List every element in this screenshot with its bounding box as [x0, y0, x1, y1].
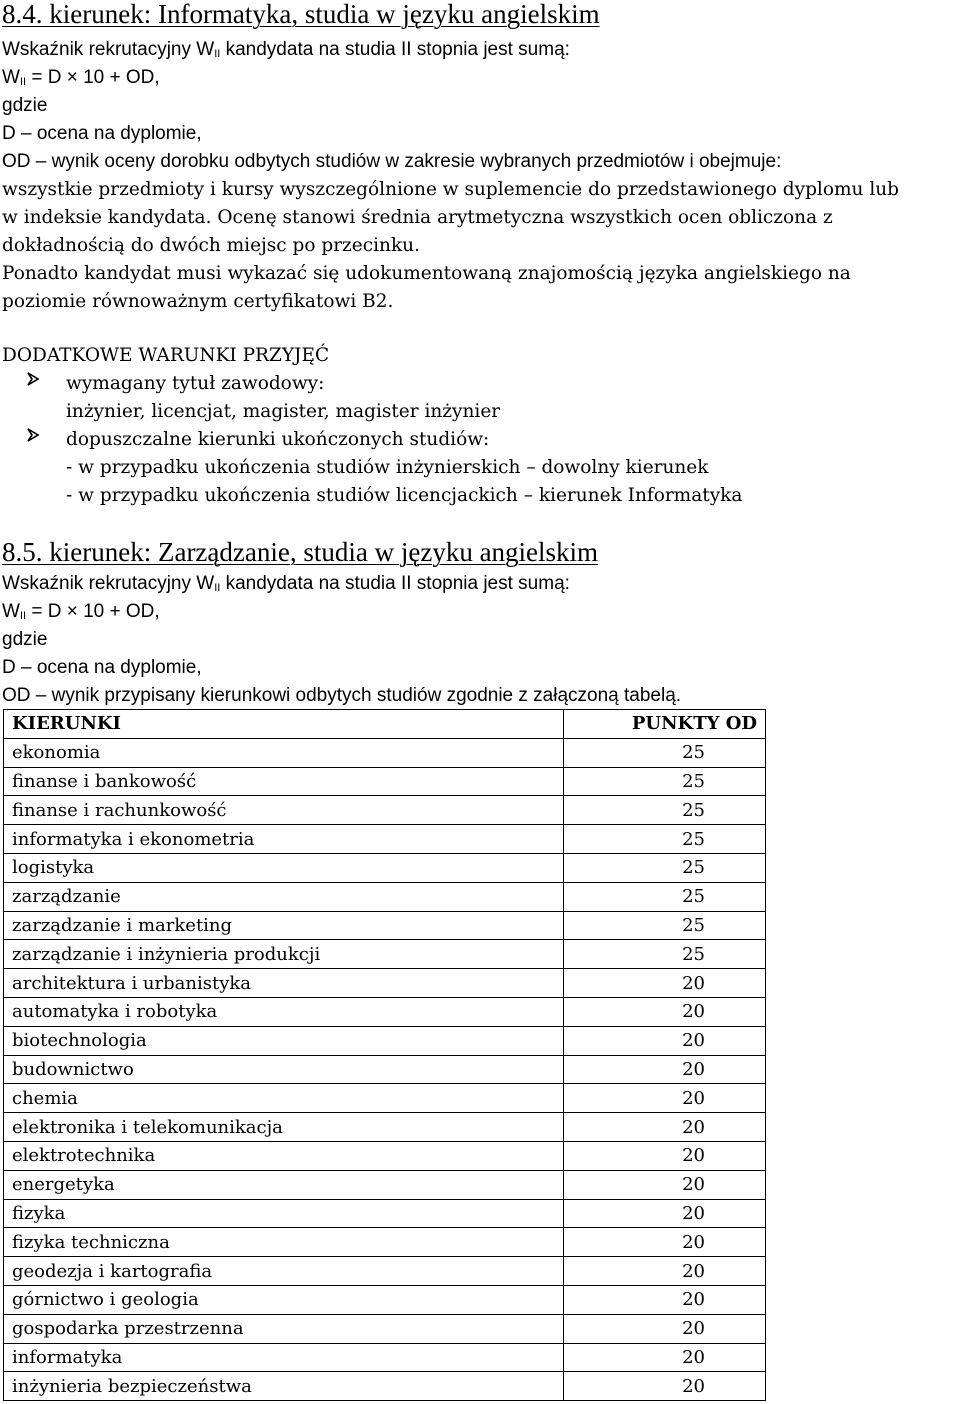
field-name-cell: energetyka [4, 1170, 564, 1199]
field-name-cell: gospodarka przestrzenna [4, 1314, 564, 1343]
field-name-cell: elektrotechnika [4, 1141, 564, 1170]
table-row [4, 1343, 766, 1372]
points-cell: 25 [564, 911, 766, 940]
field-name-cell: górnictwo i geologia [4, 1285, 564, 1314]
points-cell: 25 [564, 825, 766, 854]
allowed-field-engineering: - w przypadku ukończenia studiów inżynierskich – dowolny kierunek [66, 457, 709, 478]
od-definition: OD – wynik przypisany kierunkowi odbytych studiów zgodnie z załączoną tabelą. [2, 685, 682, 706]
arrow-bullet-icon [2, 371, 64, 392]
table-row [4, 1084, 766, 1113]
table-row [4, 1228, 766, 1257]
field-name-cell: zarządzanie i marketing [4, 911, 564, 940]
intro-text: Wskaźnik rekrutacyjny W [2, 573, 215, 594]
table-row [4, 1113, 766, 1142]
formula-rest: = D × 10 + OD, [26, 67, 160, 88]
bullet-required-title: wymagany tytuł zawodowy: [66, 373, 325, 394]
table-row [4, 1372, 766, 1401]
points-cell: 25 [564, 738, 766, 767]
field-name-cell: elektronika i telekomunikacja [4, 1113, 564, 1142]
additional-conditions-title: DODATKOWE WARUNKI PRZYJĘĆ [2, 345, 330, 366]
points-cell: 20 [564, 997, 766, 1026]
field-name-cell: finanse i rachunkowość [4, 796, 564, 825]
formula-subscript: II [19, 610, 27, 622]
formula-w: W [2, 601, 20, 622]
english-requirement-line-1: Ponadto kandydat musi wykazać się udokumentowaną znajomością języka angielskiego na [2, 263, 851, 284]
points-cell: 25 [564, 853, 766, 882]
field-name-cell: finanse i bankowość [4, 767, 564, 796]
points-cell: 20 [564, 969, 766, 998]
points-cell: 20 [564, 1084, 766, 1113]
points-cell: 25 [564, 796, 766, 825]
od-definition-line-4: dokładnością do dwóch miejsc po przecinku. [2, 235, 420, 256]
table-row [4, 969, 766, 998]
field-name-cell: budownictwo [4, 1055, 564, 1084]
table-row [4, 1026, 766, 1055]
arrow-bullet-icon [2, 427, 64, 448]
points-cell: 20 [564, 1372, 766, 1401]
d-definition: D – ocena na dyplomie, [2, 123, 202, 144]
header-kierunki: KIERUNKI [4, 710, 564, 739]
points-cell: 20 [564, 1055, 766, 1084]
points-cell: 20 [564, 1257, 766, 1286]
od-definition-line-2: wszystkie przedmioty i kursy wyszczególnione w suplemencie do przedstawionego dyplomu lub [2, 179, 899, 200]
gdzie-label: gdzie [2, 95, 48, 116]
field-name-cell: biotechnologia [4, 1026, 564, 1055]
table-row [4, 1314, 766, 1343]
field-name-cell: inżynieria bezpieczeństwa [4, 1372, 564, 1401]
d-definition: D – ocena na dyplomie, [2, 657, 202, 678]
field-name-cell: chemia [4, 1084, 564, 1113]
english-requirement-line-2: poziomie równoważnym certyfikatowi B2. [2, 291, 394, 312]
intro-subscript: II [214, 48, 221, 60]
allowed-field-bachelor: - w przypadku ukończenia studiów licencjackich – kierunek Informatyka [66, 485, 743, 506]
points-cell: 25 [564, 940, 766, 969]
field-name-cell: zarządzanie i inżynieria produkcji [4, 940, 564, 969]
table-row [4, 997, 766, 1026]
points-cell: 20 [564, 1141, 766, 1170]
points-cell: 20 [564, 1228, 766, 1257]
od-definition-line-3: w indeksie kandydata. Ocenę stanowi średnia arytmetyczna wszystkich ocen obliczona z [2, 207, 833, 228]
table-row [4, 1170, 766, 1199]
field-name-cell: automatyka i robotyka [4, 997, 564, 1026]
table-row [4, 1055, 766, 1084]
od-definition-line-1: OD – wynik oceny dorobku odbytych studiów w zakresie wybranych przedmiotów i obejmuje: [2, 151, 782, 172]
gdzie-label: gdzie [2, 629, 48, 650]
field-name-cell: informatyka i ekonometria [4, 825, 564, 854]
intro-text-end: kandydata na studia II stopnia jest sumą: [220, 39, 570, 60]
od-points-table [3, 709, 766, 1401]
table-row [4, 825, 766, 854]
formula-w: W [2, 67, 20, 88]
section-heading-8-5: 8.5. kierunek: Zarządzanie, studia w języku angielskim [2, 537, 599, 567]
table-row [4, 767, 766, 796]
field-name-cell: logistyka [4, 853, 564, 882]
formula-subscript: II [19, 76, 27, 88]
field-name-cell: zarządzanie [4, 882, 564, 911]
field-name-cell: fizyka [4, 1199, 564, 1228]
table-row [4, 853, 766, 882]
intro-subscript: II [214, 582, 221, 594]
points-cell: 20 [564, 1113, 766, 1142]
table-row [4, 1257, 766, 1286]
points-cell: 20 [564, 1199, 766, 1228]
bullet-allowed-fields: dopuszczalne kierunki ukończonych studiów: [66, 429, 490, 450]
points-cell: 20 [564, 1170, 766, 1199]
points-cell: 20 [564, 1314, 766, 1343]
field-name-cell: ekonomia [4, 738, 564, 767]
table-row [4, 911, 766, 940]
points-cell: 20 [564, 1026, 766, 1055]
points-cell: 20 [564, 1285, 766, 1314]
table-row [4, 1199, 766, 1228]
table-row [4, 796, 766, 825]
points-cell: 25 [564, 882, 766, 911]
table-row [4, 1285, 766, 1314]
field-name-cell: fizyka techniczna [4, 1228, 564, 1257]
intro-text-end: kandydata na studia II stopnia jest sumą: [220, 573, 570, 594]
intro-text: Wskaźnik rekrutacyjny W [2, 39, 215, 60]
field-name-cell: architektura i urbanistyka [4, 969, 564, 998]
section-heading-8-4: 8.4. kierunek: Informatyka, studia w języku angielskim [2, 0, 600, 29]
table-header-row [4, 710, 766, 739]
table-row [4, 940, 766, 969]
points-cell: 25 [564, 767, 766, 796]
formula-rest: = D × 10 + OD, [26, 601, 160, 622]
table-row [4, 1141, 766, 1170]
table-row [4, 738, 766, 767]
field-name-cell: geodezja i kartografia [4, 1257, 564, 1286]
table-row [4, 882, 766, 911]
field-name-cell: informatyka [4, 1343, 564, 1372]
header-punkty-od: PUNKTY OD [564, 710, 766, 739]
required-title-list: inżynier, licencjat, magister, magister inżynier [66, 401, 501, 422]
points-cell: 20 [564, 1343, 766, 1372]
